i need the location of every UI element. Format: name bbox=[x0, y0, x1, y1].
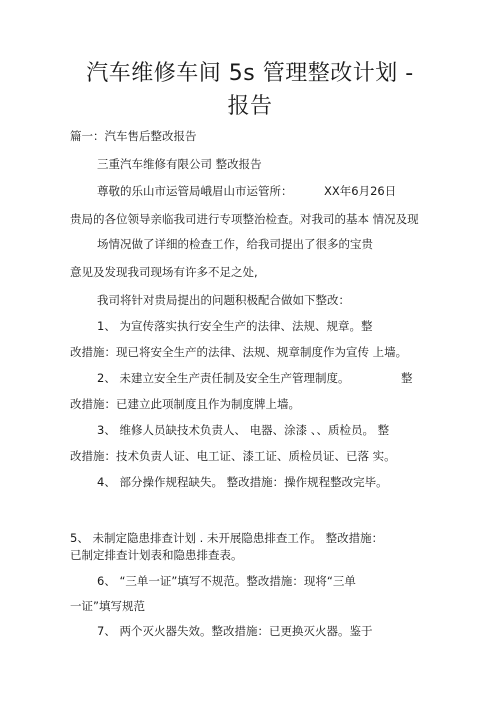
rectification-item-2-tail: 整 bbox=[401, 371, 413, 385]
body-paragraph-line: 贵局的各位领导亲临我司进行专项整治检查。对我司的基本 情况及现 bbox=[70, 212, 419, 226]
rectification-measure-6: 一证”填写规范 bbox=[70, 599, 145, 613]
body-paragraph-line: 场情况做了详细的检查工作，给我司提出了很多的宝贵 bbox=[97, 237, 373, 251]
rectification-measure-3: 改措施：技术负责人证、电工证、漆工证、质检员证、已落 实。 bbox=[70, 449, 396, 463]
rectification-item-5: 5、 未制定隐患排查计划 . 未开展隐患排查工作。 整改措施： bbox=[70, 531, 384, 545]
report-date: XX年6月26日 bbox=[324, 184, 397, 198]
rectification-item-6: 6、 “三单一证”填写不规范。整改措施：现将“三单 bbox=[97, 574, 356, 588]
document-title-line-1: 汽车维修车间 5s 管理整改计划 - bbox=[86, 61, 414, 86]
rectification-item-7: 7、 两个灭火器失效。整改措施：已更换灭火器。鉴于 bbox=[97, 624, 373, 638]
body-paragraph-line: 我司将针对贵局提出的问题积极配合做如下整改： bbox=[97, 293, 350, 307]
rectification-item-4: 4、 部分操作规程缺失。 整改措施：操作规程整改完毕。 bbox=[97, 475, 388, 489]
rectification-item-3: 3、 维修人员缺技术负责人、 电器、涂漆 、、质检员。 整 bbox=[97, 423, 390, 437]
salutation: 尊敬的乐山市运管局峨眉山市运管所： bbox=[97, 184, 293, 198]
rectification-measure-2: 改措施：已建立此项制度且作为制度牌上墙。 bbox=[70, 397, 300, 411]
rectification-measure-5: 已制定排查计划表和隐患排查表。 bbox=[70, 548, 243, 562]
body-paragraph-line: 意见及发现我司现场有许多不足之处, bbox=[70, 265, 258, 279]
company-report-title: 三重汽车维修有限公司 整改报告 bbox=[97, 157, 262, 171]
rectification-item-1: 1、 为宣传落实执行安全生产的法律、法规、规章。整 bbox=[97, 319, 373, 333]
document-title-line-2: 报告 bbox=[227, 94, 273, 119]
rectification-item-2: 2、 未建立安全生产责任制及安全生产管理制度。 bbox=[97, 371, 350, 385]
section-heading: 篇一：汽车售后整改报告 bbox=[70, 129, 197, 143]
rectification-measure-1: 改措施：现已将安全生产的法律、法规、规章制度作为宣传 上墙。 bbox=[70, 345, 408, 359]
